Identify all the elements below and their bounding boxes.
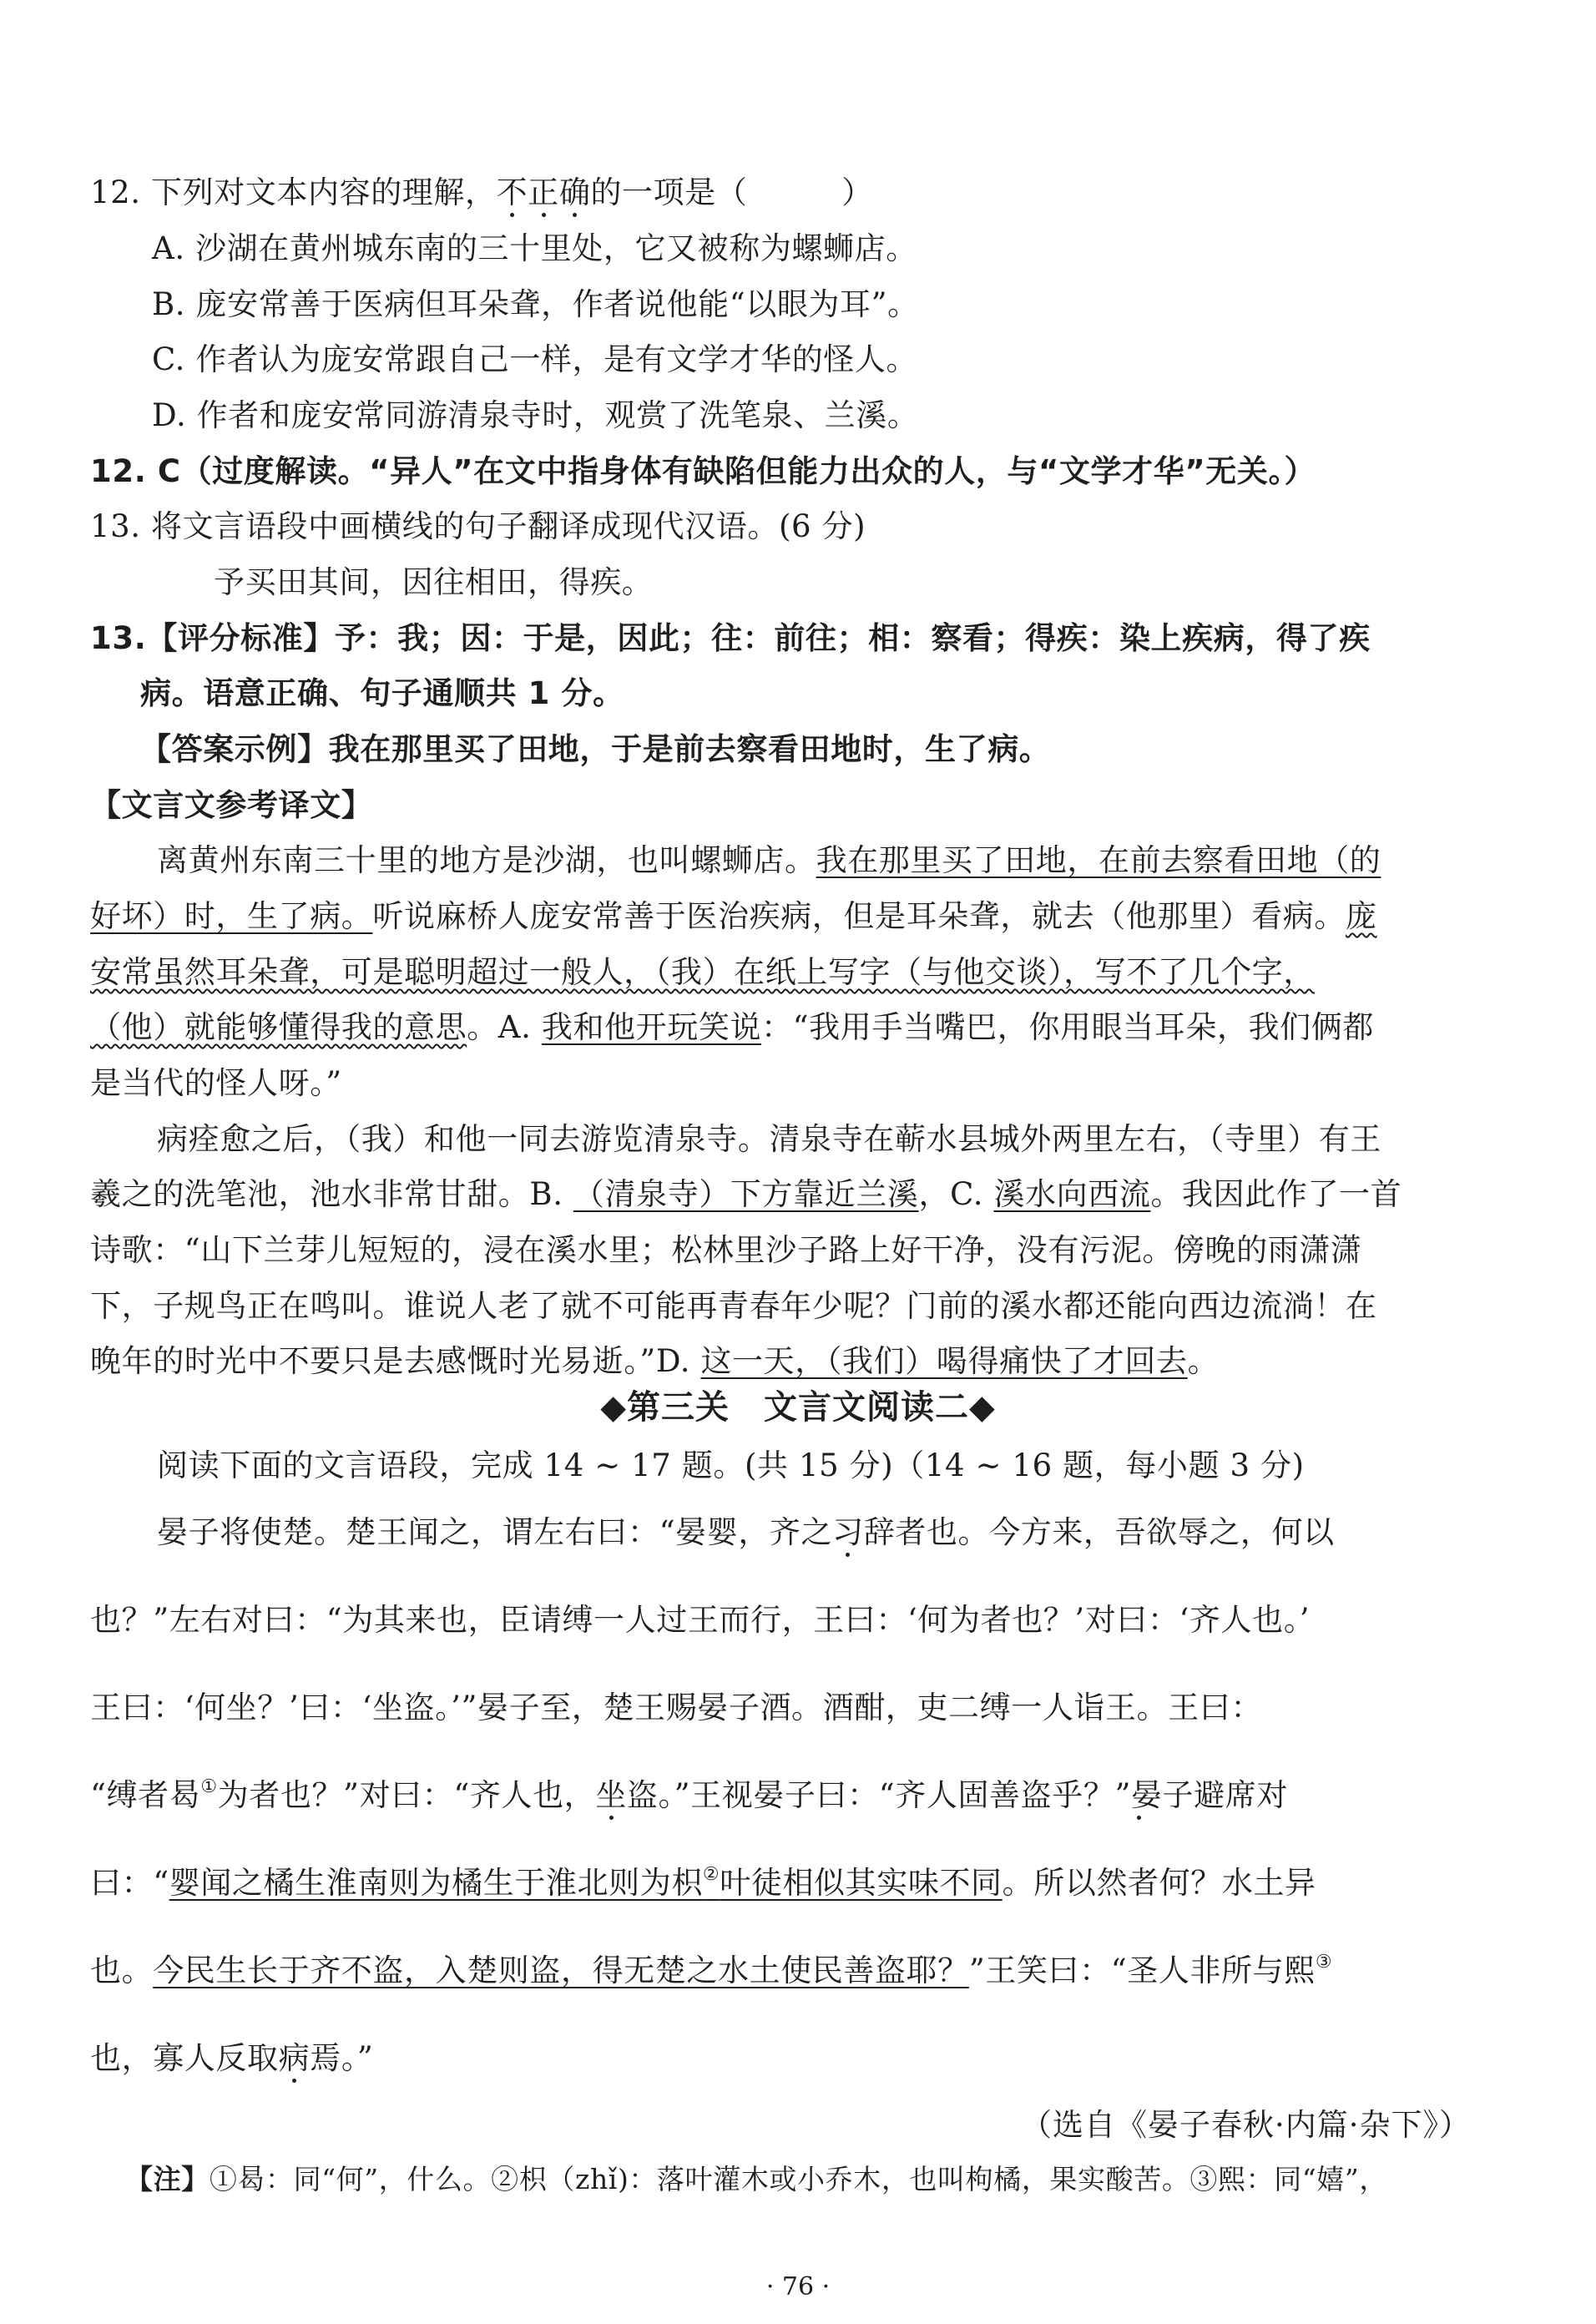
translation-heading: 【文言文参考译文】 bbox=[90, 787, 373, 823]
underlined-text: 婴闻之橘生淮南则为橘生于淮北则为枳②叶徒相似其实味不同 bbox=[169, 1864, 1003, 1901]
dotted-char: 习 bbox=[832, 1514, 864, 1550]
section-title: ◆第三关 文言文阅读二◆ bbox=[600, 1388, 996, 1427]
translation-line: 是当代的怪人呀。” bbox=[90, 1065, 342, 1101]
underlined-text: 这一天，（我们）喝得痛快了才回去 bbox=[700, 1343, 1188, 1379]
translation-line: 病痊愈之后，（我）和他一同去游览清泉寺。清泉寺在蕲水县城外两里左右，（寺里）有王 bbox=[157, 1121, 1381, 1157]
q12-stem: 12. 下列对文本内容的理解，不正确的一项是（ ） bbox=[90, 174, 873, 210]
passage-line: 也。今民生长于齐不盗，入楚则盗，得无楚之水土使民善盗耶？”王笑曰：“圣人非所与熙③ bbox=[90, 1952, 1333, 1988]
translation-line: 安常虽然耳朵聋，可是聪明超过一般人，（我）在纸上写字（与他交谈），写不了几个字， bbox=[90, 954, 1315, 990]
q13-answer-example: 【答案示例】我在那里买了田地，于是前去察看田地时，生了病。 bbox=[140, 731, 1051, 767]
dotted-char: 善盗乎？”晏子避席对 bbox=[989, 1777, 1288, 1813]
q13-sentence: 予买田其间，因往相田，得疾。 bbox=[214, 564, 654, 600]
source-citation: （选自《晏子春秋·内篇·杂下》） bbox=[1020, 2107, 1471, 2143]
passage-line: 晏子将使楚。楚王闻之，谓左右曰：“晏婴，齐之习辞者也。今方来，吾欲辱之，何以 bbox=[157, 1514, 1335, 1550]
dotted-char: 坐 bbox=[595, 1777, 627, 1813]
passage-line: “缚者曷①为者也？”对曰：“齐人也，坐盗。”王视晏子曰：“齐人固善盗乎？”晏子避席对 bbox=[90, 1776, 1288, 1813]
q12-option-d: D. 作者和庞安常同游清泉寺时，观赏了洗笔泉、兰溪。 bbox=[152, 397, 919, 433]
q13-stem: 13. 将文言语段中画横线的句子翻译成现代汉语。(6 分) bbox=[90, 508, 866, 544]
underlined-text: 今民生长于齐不盗，入楚则盗，得无楚之水土使民善盗耶？ bbox=[153, 1953, 969, 1988]
passage-line: 也，寡人反取病焉。” bbox=[90, 2040, 374, 2076]
emphasis-text: 不正确 bbox=[496, 174, 591, 210]
q13-criteria-line2: 病。语意正确、句子通顺共 1 分。 bbox=[140, 675, 624, 711]
translation-line: 诗歌：“山下兰芽儿短短的，浸在溪水里；松林里沙子路上好干净，没有污泥。傍晚的雨潇潇 bbox=[90, 1232, 1362, 1268]
translation-line: 离黄州东南三十里的地方是沙湖，也叫螺蛳店。我在那里买了田地，在前去察看田地（的 bbox=[157, 842, 1381, 878]
wavy-underlined-text: 庞 bbox=[1346, 898, 1377, 934]
q13-criteria-line1: 13.【评分标准】予：我；因：于是，因此；往：前往；相：察看；得疾：染上疾病，得了疾 bbox=[90, 620, 1371, 656]
translation-line: 羲之的洗笔池，池水非常甘甜。B. （清泉寺）下方靠近兰溪，C. 溪水向西流。我因此作了一首 bbox=[90, 1176, 1402, 1212]
wavy-underlined-text: （他）就能够懂得我的意思 bbox=[90, 1009, 467, 1045]
dotted-char: 病 bbox=[278, 2040, 311, 2076]
section-instruction: 阅读下面的文言语段，完成 14 ~ 17 题。(共 15 分)（14 ~ 16 题，每小题 3 分) bbox=[157, 1447, 1305, 1483]
q12-option-c: C. 作者认为庞安常跟自己一样，是有文学才华的怪人。 bbox=[152, 341, 918, 377]
underlined-text: 我和他开玩笑说 bbox=[541, 1009, 762, 1045]
passage-line: 也？”左右对曰：“为其来也，臣请缚一人过王而行，王曰：‘何为者也？’对曰：‘齐人也。’ bbox=[90, 1602, 1311, 1638]
underlined-text: （清泉寺）下方靠近兰溪 bbox=[573, 1176, 919, 1212]
q12-option-b: B. 庞安常善于医病但耳朵聋，作者说他能“以眼为耳”。 bbox=[152, 286, 919, 322]
passage-line: 曰：“婴闻之橘生淮南则为橘生于淮北则为枳②叶徒相似其实味不同。所以然者何？水土异 bbox=[90, 1864, 1316, 1901]
underlined-text: 溪水向西流 bbox=[993, 1176, 1151, 1212]
translation-line: 好坏）时，生了病。听说麻桥人庞安常善于医治疾病，但是耳朵聋，就去（他那里）看病。庞 bbox=[90, 898, 1377, 934]
footnote: 【注】①曷：同“何”，什么。②枳（zhǐ)：落叶灌木或小乔木，也叫枸橘，果实酸苦。③熙：同“嬉”， bbox=[125, 2163, 1387, 2195]
page-number: · 76 · bbox=[765, 2272, 831, 2301]
passage-line: 王曰：‘何坐？’曰：‘坐盗。’”晏子至，楚王赐晏子酒。酒酣，吏二缚一人诣王。王曰： bbox=[90, 1690, 1263, 1725]
q12-answer: 12. C（过度解读。“异人”在文中指身体有缺陷但能力出众的人，与“文学才华”无关。） bbox=[90, 453, 1316, 489]
q12-option-a: A. 沙湖在黄州城东南的三十里处，它又被称为螺蛳店。 bbox=[152, 230, 917, 266]
translation-line: 下，子规鸟正在鸣叫。谁说人老了就不可能再青春年少呢？门前的溪水都还能向西边流淌！在 bbox=[90, 1288, 1377, 1324]
underlined-text: 我在那里买了田地，在前去察看田地（的 bbox=[816, 842, 1381, 878]
translation-line: 晚年的时光中不要只是去感慨时光易逝。”D. 这一天，（我们）喝得痛快了才回去。 bbox=[90, 1343, 1220, 1379]
translation-line: （他）就能够懂得我的意思。A. 我和他开玩笑说：“我用手当嘴巴，你用眼当耳朵，我们俩都 bbox=[90, 1009, 1374, 1045]
underlined-text: 好坏）时，生了病。 bbox=[90, 898, 373, 934]
